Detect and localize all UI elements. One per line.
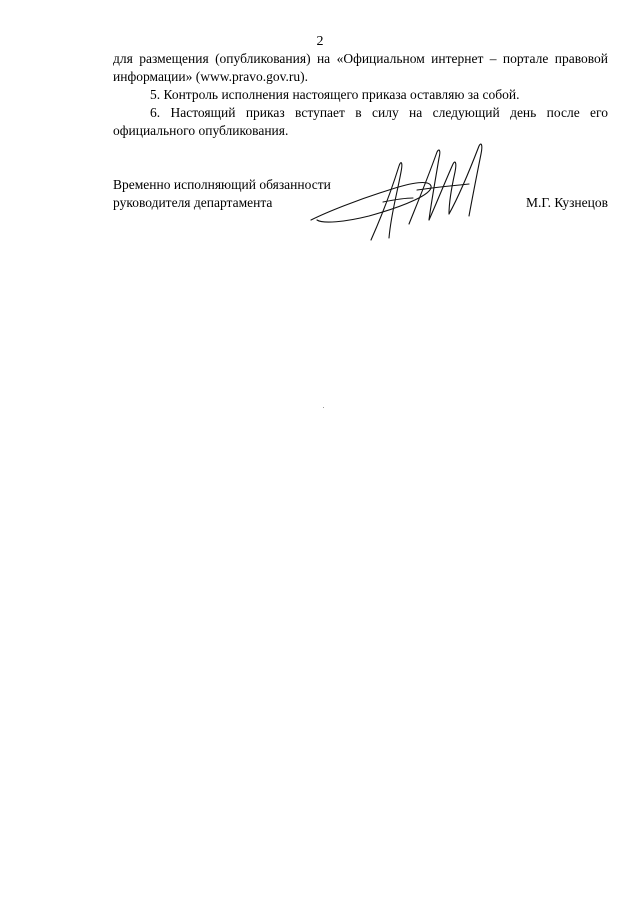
scan-speck bbox=[323, 407, 324, 408]
signer-title bbox=[113, 176, 331, 212]
signer-name: М.Г. Кузнецов bbox=[525, 195, 608, 210]
page-number: 2 bbox=[316, 34, 324, 49]
document-body bbox=[113, 50, 608, 140]
handwritten-signature-icon bbox=[309, 142, 509, 270]
signature-block bbox=[113, 176, 608, 266]
signer-title-line-1: Временно исполняющий обязанности bbox=[113, 177, 331, 192]
paragraph-6: 6. Настоящий приказ вступает в силу на следующий день после его официального опубликования. bbox=[113, 105, 608, 138]
paragraph-5: 5. Контроль исполнения настоящего приказа оставляю за собой. bbox=[150, 87, 520, 102]
paragraph-continuation: для размещения (опубликования) на «Официальном интернет – портале правовой информации» (www.pravo.gov.ru). bbox=[113, 51, 608, 84]
signer-title-line-2: руководителя департамента bbox=[113, 195, 273, 210]
